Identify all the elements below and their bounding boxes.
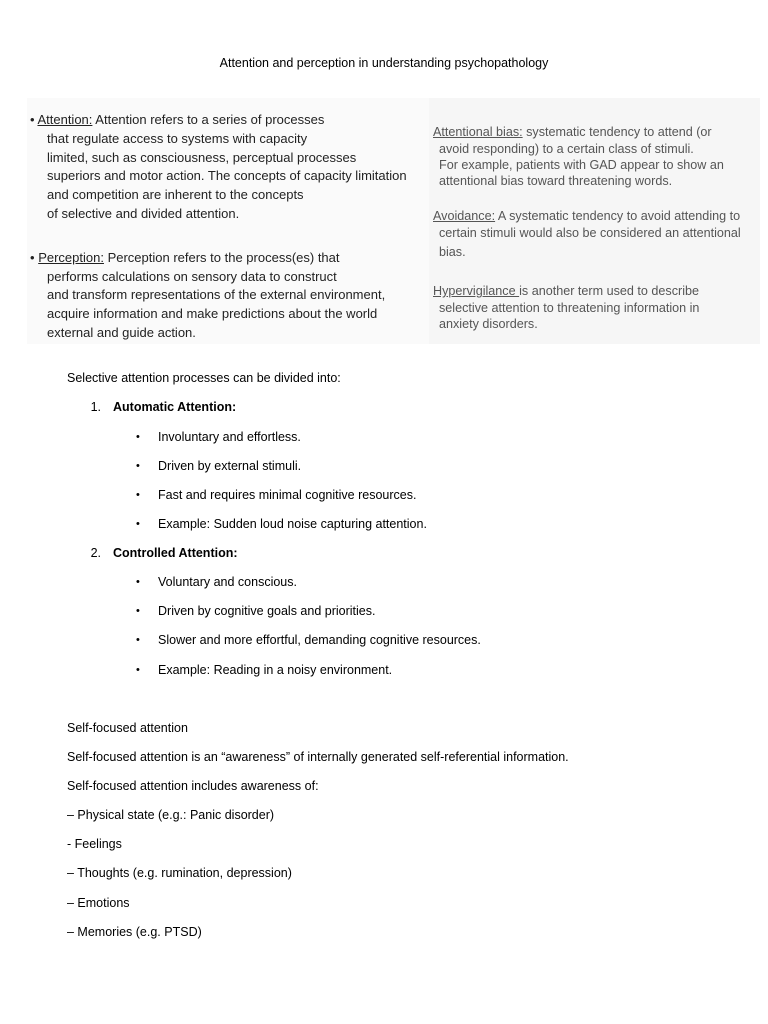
attention-definition-first-line — [30, 110, 324, 129]
selective-attention-intro: Selective attention processes can be divided into: — [67, 371, 341, 385]
document-title: Attention and perception in understanding psychopathology — [219, 56, 549, 70]
perception-label: Perception: — [38, 250, 104, 265]
hypervigilance-line: selective attention to threatening information in — [439, 301, 700, 315]
list-item: Slower and more effortful, demanding cognitive resources. — [158, 633, 481, 647]
attentional-bias-label: Attentional bias: — [433, 125, 523, 139]
list-item: Fast and requires minimal cognitive resources. — [158, 488, 417, 502]
list-number: 1. — [90, 400, 101, 414]
bullet-icon: • — [30, 112, 35, 127]
bullet-icon: • — [136, 576, 140, 588]
hypervigilance-line1: is another term used to describe — [519, 284, 700, 298]
attention-line: superiors and motor action. The concepts of capacity limitation — [47, 168, 407, 183]
bullet-icon: • — [136, 634, 140, 646]
perception-line: external and guide action. — [47, 325, 196, 340]
automatic-attention-heading: Automatic Attention: — [113, 400, 237, 414]
bullet-icon: • — [136, 605, 140, 617]
bullet-icon: • — [136, 460, 140, 472]
list-item: Voluntary and conscious. — [158, 575, 297, 589]
attentional-bias-first-line — [433, 124, 712, 141]
perception-line: and transform representations of the external environment, — [47, 287, 386, 302]
self-focused-definition: Self-focused attention is an “awareness” of internally generated self-referential information. — [67, 750, 569, 764]
attention-line: limited, such as consciousness, perceptual processes — [47, 150, 357, 165]
attentional-bias-line1: systematic tendency to attend (or — [522, 125, 712, 139]
bullet-icon: • — [30, 250, 35, 265]
perception-line1: Perception refers to the process(es) that — [103, 250, 340, 265]
hypervigilance-line: anxiety disorders. — [439, 317, 538, 331]
attention-line1: Attention refers to a series of processes — [92, 112, 325, 127]
bullet-icon: • — [136, 664, 140, 676]
attentional-bias-line: attentional bias toward threatening words. — [439, 174, 673, 188]
perception-line: acquire information and make predictions about the world — [47, 306, 378, 321]
perception-definition-first-line — [30, 248, 340, 267]
list-item: Driven by cognitive goals and priorities. — [158, 604, 376, 618]
controlled-attention-heading: Controlled Attention: — [113, 546, 238, 560]
self-focused-includes: Self-focused attention includes awareness of: — [67, 779, 319, 793]
list-number: 2. — [90, 546, 101, 560]
avoidance-first-line — [433, 208, 740, 225]
avoidance-line: bias. — [439, 245, 466, 259]
list-item: Driven by external stimuli. — [158, 459, 302, 473]
perception-line: performs calculations on sensory data to construct — [47, 269, 337, 284]
hypervigilance-first-line — [433, 283, 699, 300]
attention-line: that regulate access to systems with capacity — [47, 131, 308, 146]
attention-line: and competition are inherent to the concepts — [47, 187, 304, 202]
avoidance-line: certain stimuli would also be considered an attentional — [439, 226, 741, 240]
attention-line: of selective and divided attention. — [47, 206, 240, 221]
avoidance-line1: A systematic tendency to avoid attending to — [495, 209, 741, 223]
list-item: – Emotions — [67, 896, 130, 910]
bullet-icon: • — [136, 489, 140, 501]
list-item: – Physical state (e.g.: Panic disorder) — [67, 808, 275, 822]
list-item: Example: Reading in a noisy environment. — [158, 663, 393, 677]
list-item: Example: Sudden loud noise capturing attention. — [158, 517, 427, 531]
attention-label: Attention: — [37, 112, 93, 127]
bullet-icon: • — [136, 431, 140, 443]
list-item: – Thoughts (e.g. rumination, depression) — [67, 866, 292, 880]
self-focused-heading: Self-focused attention — [67, 721, 188, 735]
attentional-bias-line: avoid responding) to a certain class of stimuli. — [439, 142, 694, 156]
list-item: – Memories (e.g. PTSD) — [67, 925, 202, 939]
hypervigilance-label: Hypervigilance — [433, 284, 520, 298]
avoidance-label: Avoidance: — [433, 209, 496, 223]
list-item: Involuntary and effortless. — [158, 430, 301, 444]
list-item: - Feelings — [67, 837, 122, 851]
bullet-icon: • — [136, 518, 140, 530]
attentional-bias-line: For example, patients with GAD appear to show an — [439, 158, 724, 172]
